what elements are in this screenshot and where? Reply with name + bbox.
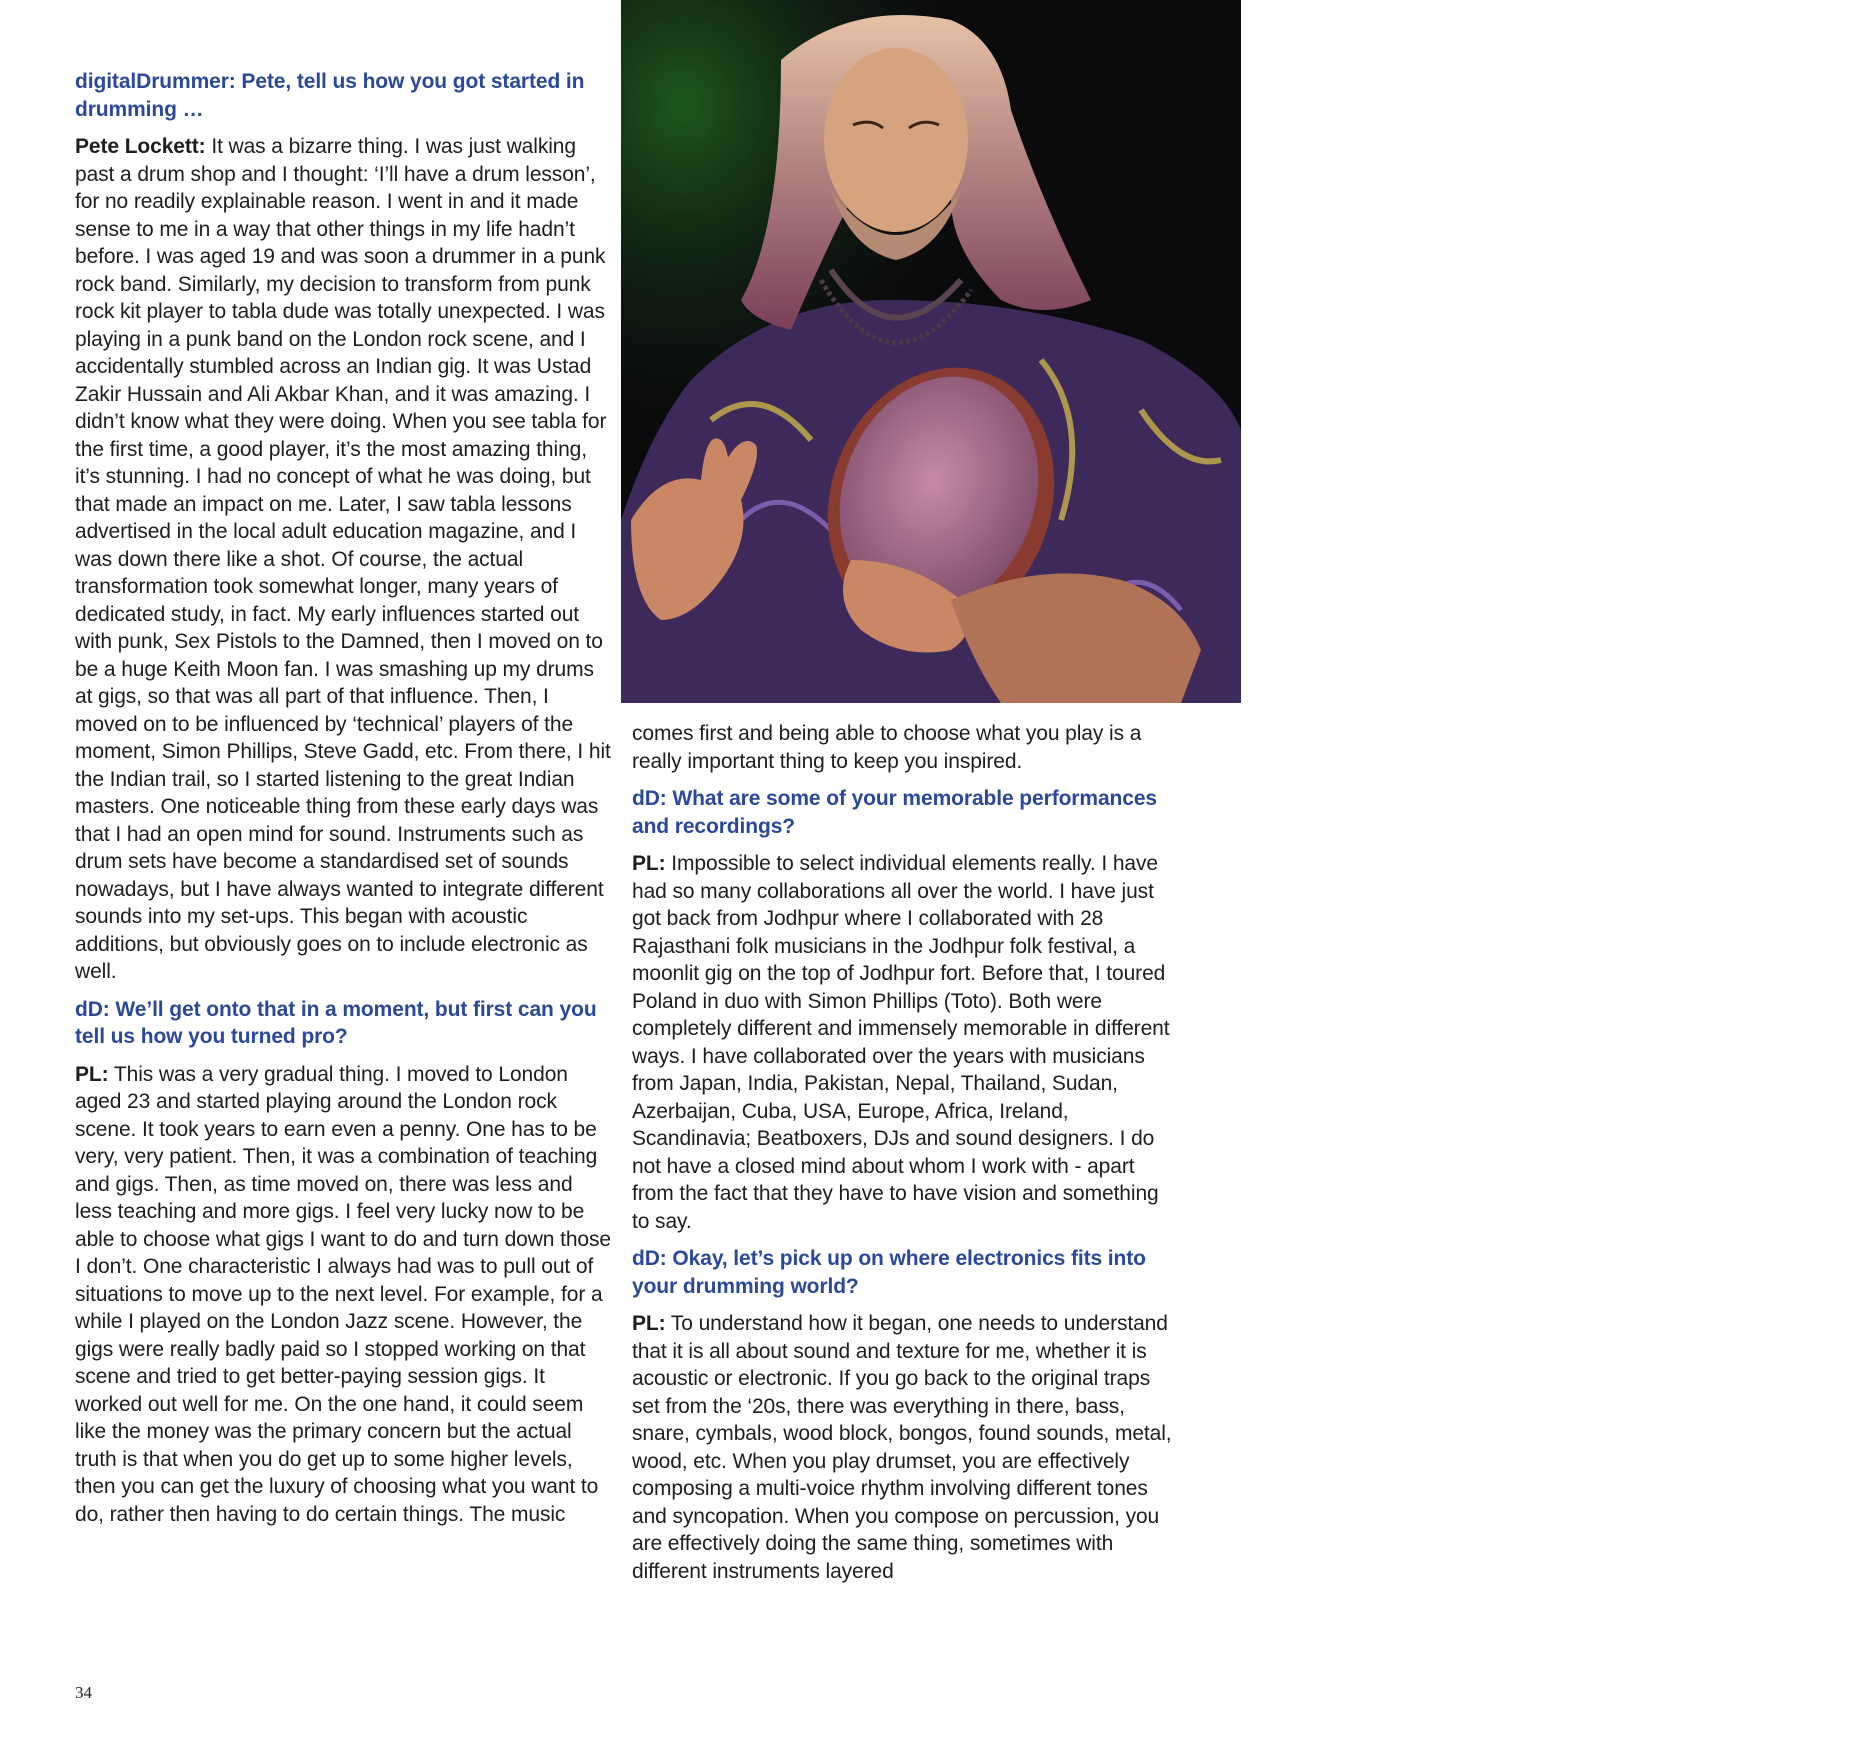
answer-paragraph <box>632 850 1172 1235</box>
right-column <box>632 720 1172 1595</box>
article-photo <box>621 0 1852 703</box>
answer-paragraph <box>75 1061 615 1529</box>
question-heading: dD: What are some of your memorable performances and recordings? <box>632 787 1157 838</box>
photo-credit: PHOTO: HANS BRENDESTAM <box>1831 42 1852 324</box>
answer-paragraph <box>632 720 1172 775</box>
answer-text: To understand how it began, one needs to understand that it is all about sound and texture for me, whether it is acoustic or electronic. If you go back to the original traps set from the ‘20s, there was everything in there, bass, snare, cymbals, wood block, bongos, found sounds, metal, wood, etc. When you play drumset, you are effectively composing a multi-voice rhythm involving different tones and syncopation. When you compose on percussion, you are effectively doing the same thing, sometimes with different instruments layered <box>632 1312 1172 1583</box>
question-heading: dD: We’ll get onto that in a moment, but first can you tell us how you turned pro? <box>75 997 597 1048</box>
answer-text: It was a bizarre thing. I was just walking past a drum shop and I thought: ‘I’ll have a drum lesson’, for no readily explainable reason. I went in and it made sense to me in a way that other things in my life hadn’t before. I was aged 19 and was soon a drummer in a punk rock band. Similarly, my decision to transform from punk rock kit player to tabla dude was totally unexpected. I was playing in a punk band on the London rock scene, and I accidentally stumbled across an Indian gig. It was Ustad Zakir Hussain and Ali Akbar Khan, and it was amazing. I didn’t know what they were doing. When you see tabla for the first time, a good player, it’s the most amazing thing, it’s stunning. I had no concept of what he was doing, but that made an impact on me. Later, I saw tabla lessons advertised in the local adult education magazine, and I was down there like a shot. Of course, the actual transformation took somewhat longer, many years of dedicated study, in fact. My early influences started out with punk, Sex Pistols to the Damned, then I moved on to be a huge Keith Moon fan. I was smashing up my drums at gigs, so that was all part of that influence. Then, I moved on to be influenced by ‘technical’ players of the moment, Simon Phillips, Steve Gadd, etc. From there, I hit the Indian trail, so I started listening to the great Indian masters. One noticeable thing from these early days was that I had an open mind for sound. Instruments such as drum sets have become a standardised set of sounds nowadays, but I have always wanted to integrate different sounds into my set-ups. This began with acoustic additions, but obviously goes on to include electronic as well. <box>75 135 611 983</box>
speaker-label: PL: <box>632 1312 666 1335</box>
answer-text: This was a very gradual thing. I moved to London aged 23 and started playing around the London rock scene. It took years to earn even a penny. One has to be very, very patient. Then, it was a combination of teaching and gigs. Then, as time moved on, there was less and less teaching and more gigs. I feel very lucky now to be able to choose what gigs I want to do and turn down those I don’t. One characteristic I always had was to pull out of situations to move up to the next level. For example, for a while I played on the London Jazz scene. However, the gigs were really badly paid so I stopped working on that scene and tried to get better-paying session gigs. It worked out well for me. On the one hand, it could seem like the money was the primary concern but the actual truth is that when you do get up to some higher levels, then you can get the luxury of choosing what you want to do, rather then having to do certain things. The music <box>75 1062 611 1526</box>
answer-paragraph <box>632 1310 1172 1585</box>
photo-illustration <box>621 0 1241 703</box>
question-heading: digitalDrummer: Pete, tell us how you got started in drumming … <box>75 70 585 121</box>
speaker-label: Pete Lockett: <box>75 135 206 158</box>
answer-paragraph <box>75 133 615 986</box>
speaker-label: PL: <box>632 852 666 875</box>
answer-text: comes first and being able to choose what you play is a really important thing to keep you inspired. <box>632 722 1142 773</box>
speaker-label: PL: <box>75 1062 109 1086</box>
answer-text: Impossible to select individual elements really. I have had so many collaborations all over the world. I have just got back from Jodhpur where I collaborated with 28 Rajasthani folk musicians in the Jodhpur folk festival, a moonlit gig on the top of Jodhpur fort. Before that, I toured Poland in duo with Simon Phillips (Toto). Both were completely different and immensely memorable in different ways. I have collaborated over the years with musicians from Japan, India, Pakistan, Nepal, Thailand, Sudan, Azerbaijan, Cuba, USA, Europe, Africa, Ireland, Scandinavia; Beatboxers, DJs and sound designers. I do not have a closed mind about whom I work with - apart from the fact that they have to have vision and something to say. <box>632 852 1170 1233</box>
question-heading: dD: Okay, let’s pick up on where electronics fits into your drumming world? <box>632 1247 1146 1298</box>
page-number: 34 <box>75 1683 92 1702</box>
left-column <box>75 68 615 1538</box>
